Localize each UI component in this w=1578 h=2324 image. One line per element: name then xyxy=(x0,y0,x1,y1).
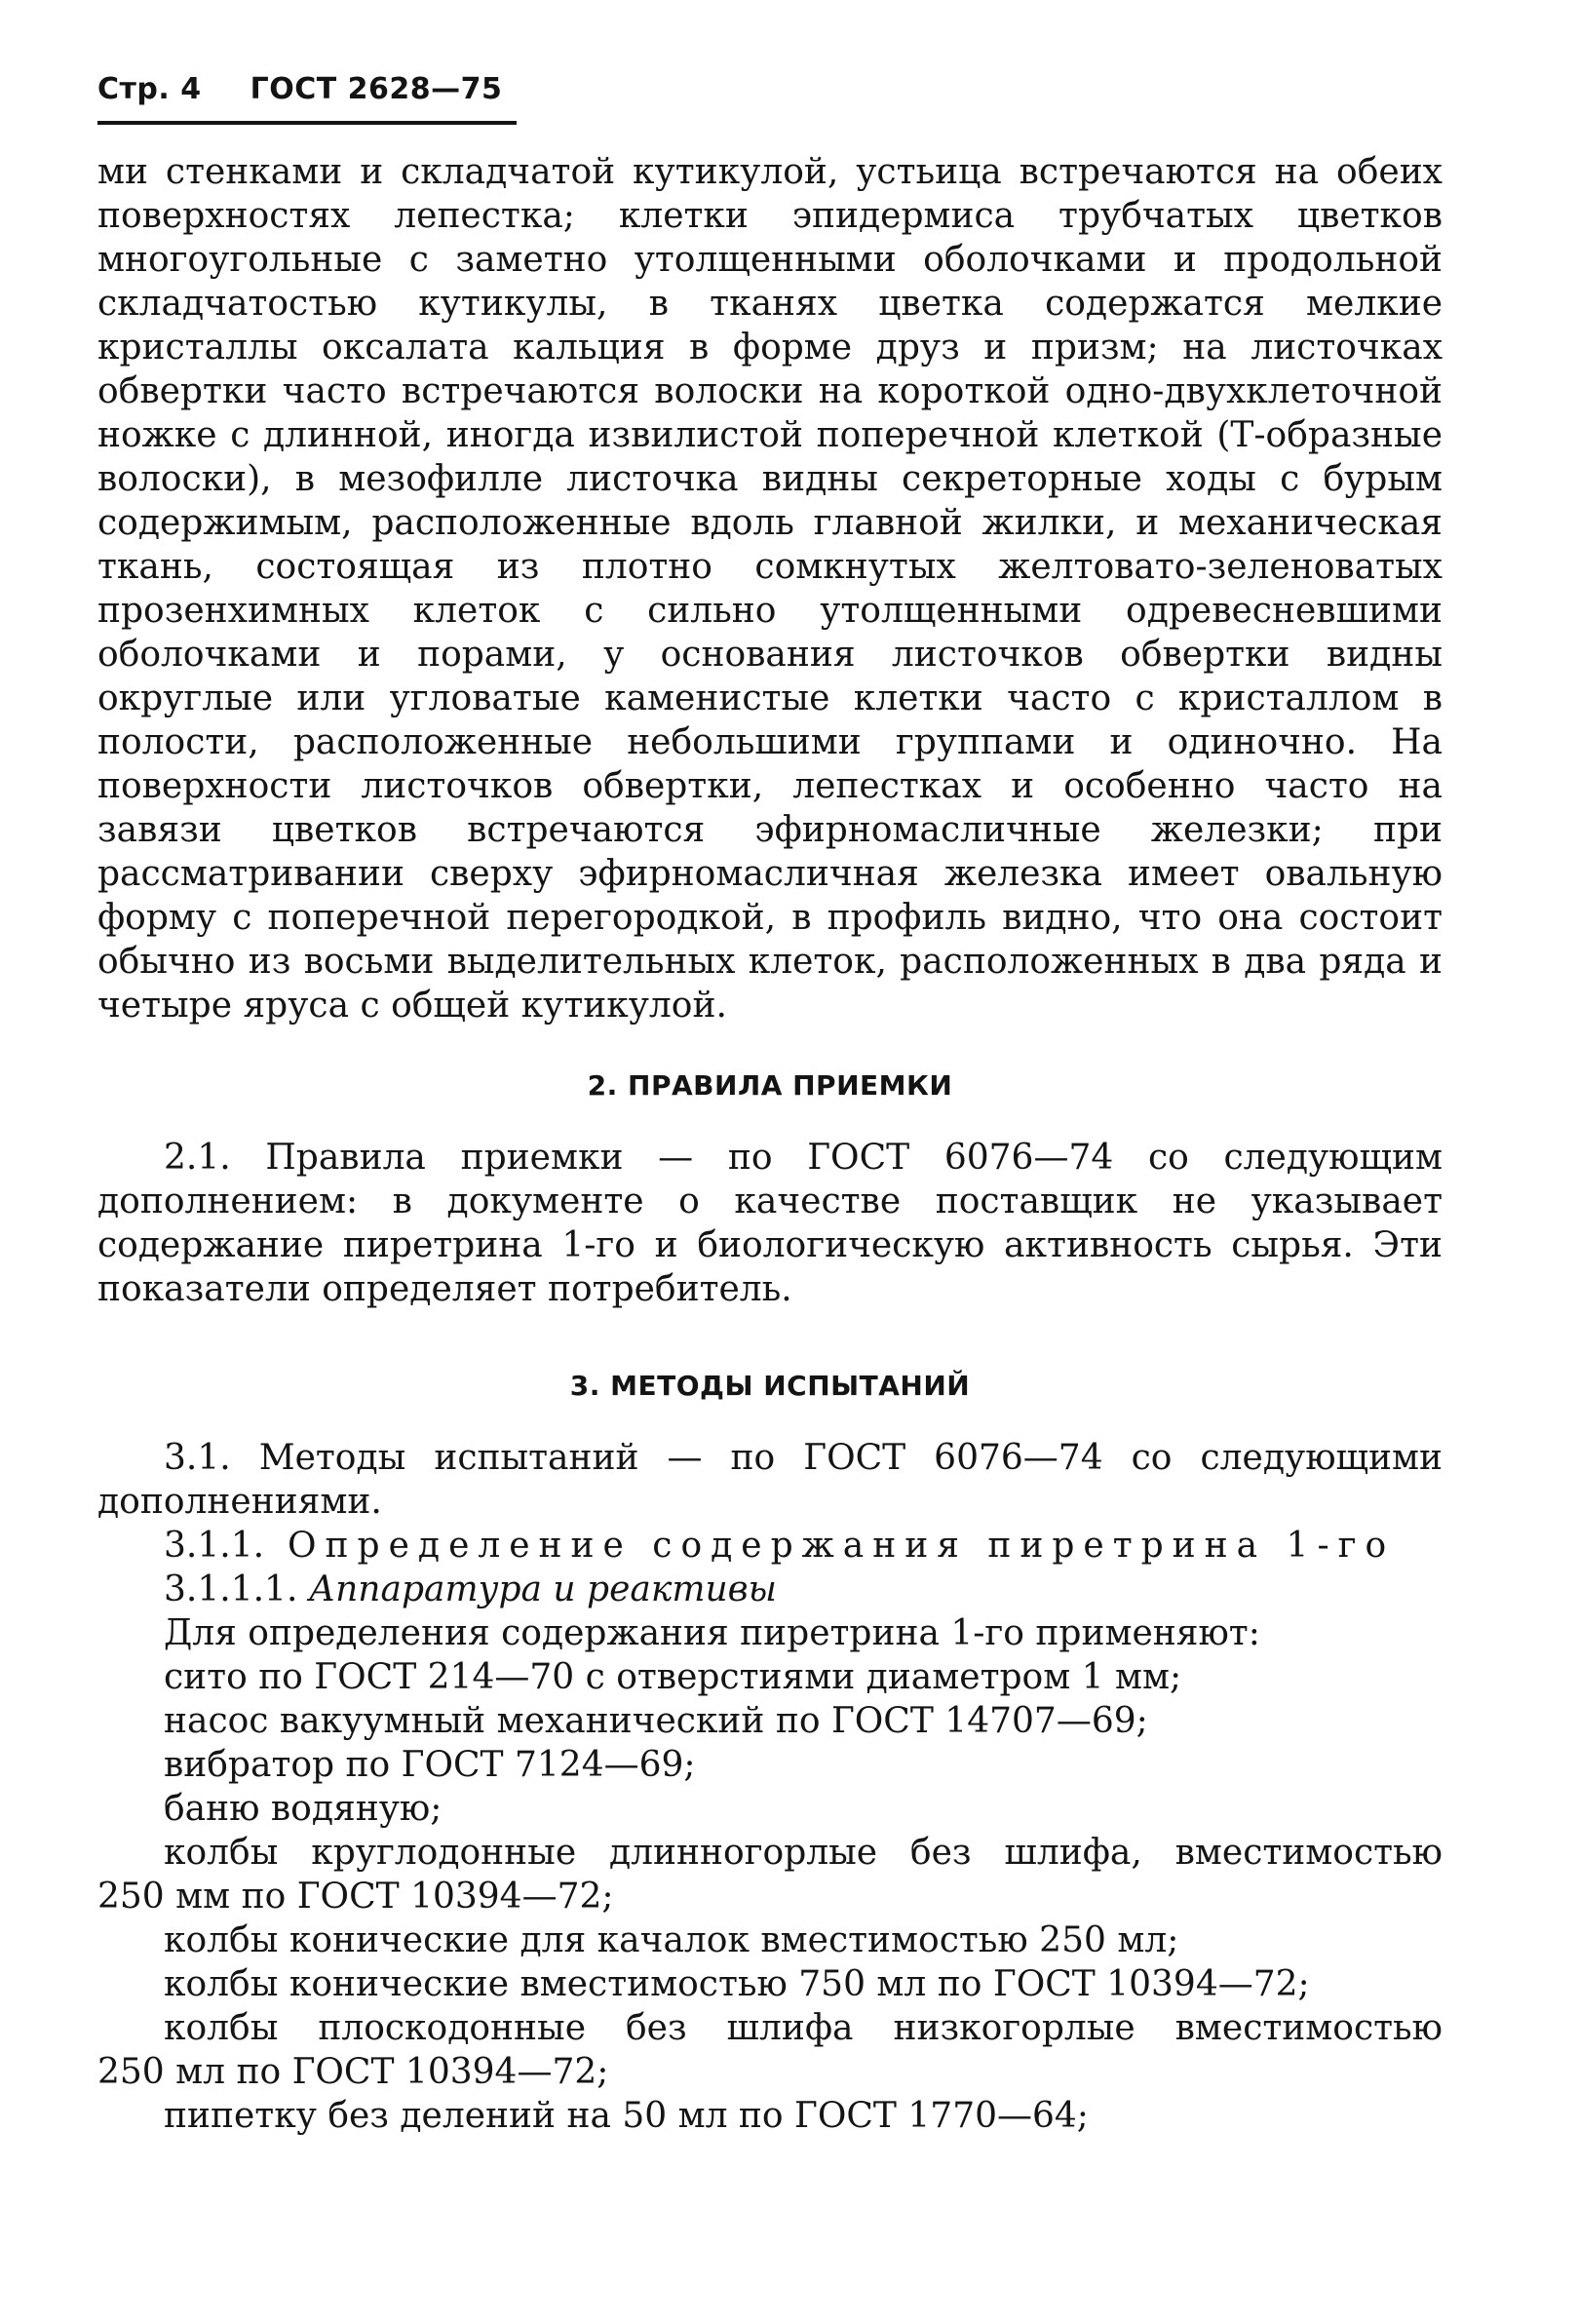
section-2-paragraph: 2.1. Правила приемки — по ГОСТ 6076—74 со следующим дополнением: в документе о качестве поставщик не указывает содержание пиретрина 1-го и биологическую активность сырья. Эти показатели определяет потребитель. xyxy=(97,1138,1443,1309)
list-item: вибратор по ГОСТ 7124—69; xyxy=(164,1745,696,1785)
section-3-paragraph: 3.1. Методы испытаний — по ГОСТ 6076—74 со следующими дополнениями. xyxy=(97,1438,1443,1522)
list-item: сито по ГОСТ 214—70 с отверстиями диаметром 1 мм; xyxy=(164,1657,1182,1697)
list-item: насос вакуумный механический по ГОСТ 14707—69; xyxy=(164,1701,1148,1741)
page-number-label: Стр. 4 xyxy=(97,72,202,106)
subsection-3-1-1-title: Определение содержания пиретрина 1-го xyxy=(288,1526,1396,1566)
section-2-heading: 2. ПРАВИЛА ПРИЕМКИ xyxy=(587,1069,953,1102)
list-item: пипетку без делений на 50 мл по ГОСТ 1770—64; xyxy=(164,2096,1089,2136)
section-3-subsections xyxy=(97,1524,1443,2138)
list-item: колбы круглодонные длинногорлые без шлифа, вместимостью xyxy=(164,1833,1443,1873)
subsection-3-1-1-1-title: Аппаратура и реактивы xyxy=(308,1569,777,1609)
list-item: колбы конические вместимостью 750 мл по ГОСТ 10394—72; xyxy=(164,1964,1310,2004)
subsection-3-1-1 xyxy=(97,1524,1443,1568)
list-item-continuation: 250 мл по ГОСТ 10394—72; xyxy=(97,2052,609,2092)
subsection-3-1-1-1 xyxy=(97,1568,1443,1611)
header-rule xyxy=(97,121,517,125)
subsection-3-1-1-1-number: 3.1.1.1. xyxy=(164,1569,298,1609)
list-item: баню водяную; xyxy=(164,1789,443,1829)
list-item: колбы конические для качалок вместимостью 250 мл; xyxy=(164,1920,1179,1960)
standard-code: ГОСТ 2628—75 xyxy=(250,72,503,106)
apparatus-intro: Для определения содержания пиретрина 1-го применяют: xyxy=(164,1613,1260,1653)
subsection-3-1-1-number: 3.1.1. xyxy=(164,1526,265,1566)
list-item-continuation: 250 мм по ГОСТ 10394—72; xyxy=(97,1877,614,1917)
intro-paragraph: ми стенками и складчатой кутикулой, устьица встречаются на обеих поверхностях лепестка; клетки эпидермиса трубчатых цветков многоугольные с заметно утолщенными оболочками и продольной складчатостью кутикулы, в тканях цветка содержатся мелкие кристаллы оксалата кальция в форме друз и призм; на листочках обвертки часто встречаются волоски на короткой одно-двухклеточной ножке с длинной, иногда извилистой поперечной клеткой (Т-образные волоски), в мезофилле листочка видны секреторные ходы с бурым содержимым, расположенные вдоль главной жилки, и механическая ткань, состоящая из плотно сомкнутых желтовато-зеленоватых прозенхимных клеток с сильно утолщенными одревесневшими оболочками и порами, у основания листочков обвертки видны округлые или угловатые каменистые клетки часто с кристаллом в полости, расположенные небольшими группами и одиночно. На поверхности листочков обвертки, лепестках и особенно часто на завязи цветков встречаются эфирномасличные железки; при рассматривании сверху эфирномасличная железка имеет овальную форму с поперечной перегородкой, в профиль видно, что она состоит обычно из восьми выделительных клеток, расположенных в два ряда и четыре яруса с общей кутикулой. xyxy=(97,152,1443,1026)
section-3-heading: 3. МЕТОДЫ ИСПЫТАНИЙ xyxy=(569,1370,971,1402)
page-header xyxy=(97,72,517,106)
list-item: колбы плоскодонные без шлифа низкогорлые вместимостью xyxy=(164,2008,1443,2048)
